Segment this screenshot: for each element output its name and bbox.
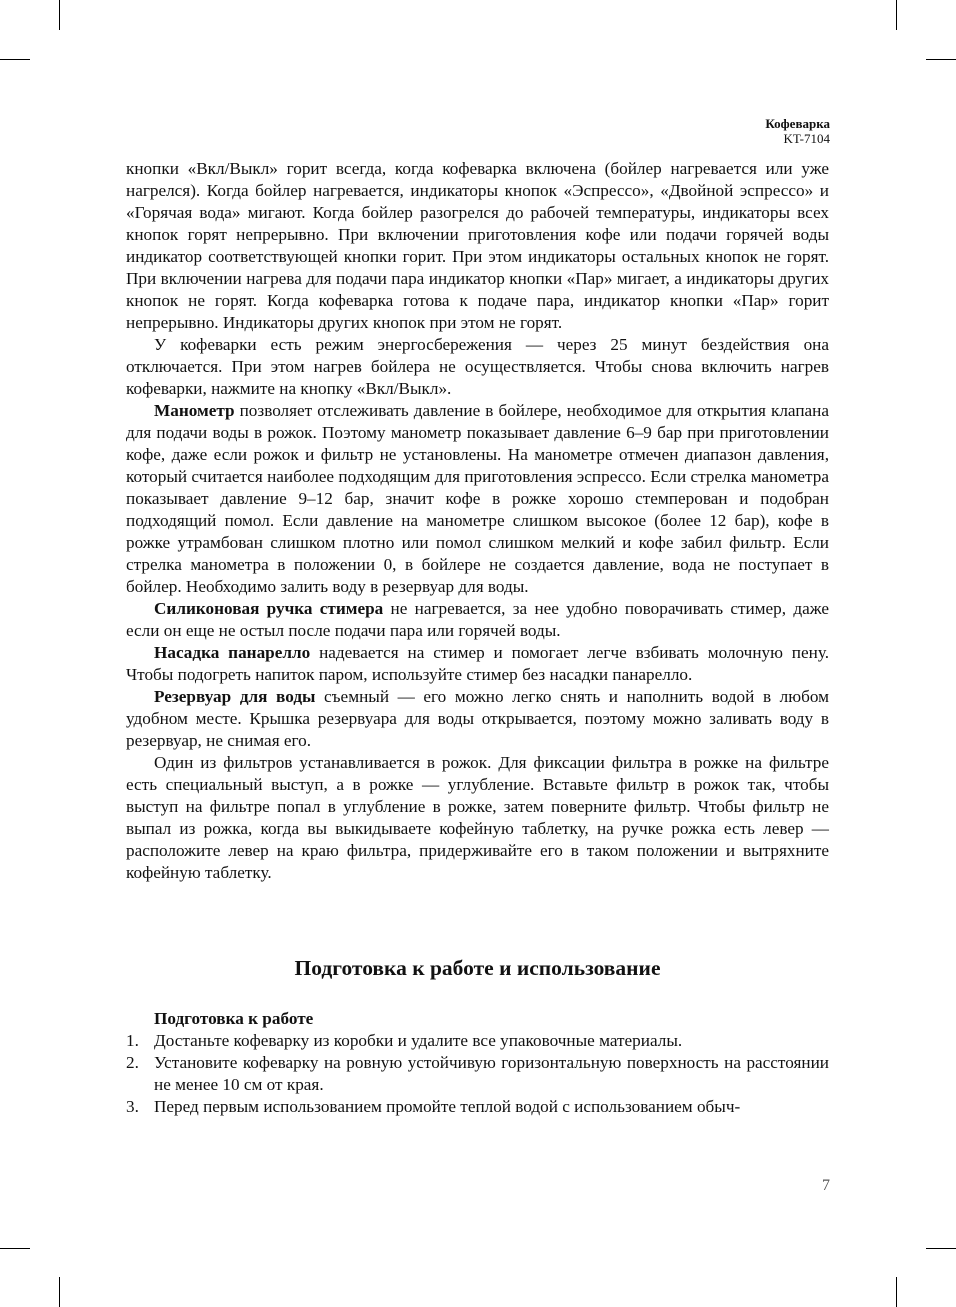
list-item xyxy=(126,1052,829,1096)
page-body xyxy=(126,158,829,1118)
step-number: 2. xyxy=(126,1053,139,1072)
crop-mark xyxy=(0,1248,30,1249)
paragraph-water-tank xyxy=(126,686,829,752)
step-text: Достаньте кофеварку из коробки и удалите все упаковочные материалы. xyxy=(154,1031,683,1050)
running-header xyxy=(765,116,830,146)
crop-mark xyxy=(0,59,30,60)
step-text: Установите кофеварку на ровную устойчивую горизонтальную поверхность на расстоянии не менее 10 см от края. xyxy=(154,1053,829,1094)
paragraph-manometer xyxy=(126,400,829,598)
section-title: Подготовка к работе и использование xyxy=(294,956,661,980)
crop-mark xyxy=(59,1277,60,1307)
crop-mark xyxy=(59,0,60,30)
steps-list xyxy=(126,1030,829,1118)
panarello-text: надевается на стимер и помогает легче взбивать молочную пену. Чтобы подогреть напиток паром, используйте стимер без насадки панарелло. xyxy=(126,643,829,684)
paragraph-filter: Один из фильтров устанавливается в рожок. Для фиксации фильтра в рожке на фильтре есть специальный выступ, а в рожке — углубление. Вставьте фильтр в рожок так, чтобы выступ на фильтре попал в углубление в рожке, затем поверните фильтр. Чтобы фильтр не выпал из рожка, когда вы выкидываете кофейную таблетку, на ручке рожка есть левер — расположите левер на краю фильтра, придерживайте его в таком положении и вытряхните кофейную таблетку. xyxy=(126,753,829,882)
paragraph-panarello xyxy=(126,642,829,686)
list-item xyxy=(126,1030,829,1052)
list-item xyxy=(126,1096,829,1118)
crop-mark xyxy=(896,1277,897,1307)
paragraph-indicators: кнопки «Вкл/Выкл» горит всегда, когда кофеварка включена (бойлер нагревается или уже нагрелся). Когда бойлер нагревается, индикаторы кнопок «Эспрессо», «Двойной эспрессо» и «Горячая вода» мигают. Когда бойлер разогрелся до рабочей температуры, индикаторы всех кнопок горят непрерывно. При включении приготовления кофе или подачи горячей воды индикатор соответствующей кнопки горит. При этом индикаторы остальных кнопок не горят. При включении нагрева для подачи пара индикатор кнопки «Пар» мигает, а индикаторы других кнопок не горят. Когда кофеварка готова к подаче пара, индикатор кнопки «Пар» горит непрерывно. Индикаторы других кнопок при этом не горят. xyxy=(126,159,829,332)
step-number: 1. xyxy=(126,1031,139,1050)
paragraph-energy-saving: У кофеварки есть режим энергосбережения — через 25 минут бездействия она отключается. При этом нагрев бойлера не осуществляется. Чтобы снова включить нагрев кофеварки, нажмите на кнопку «Вкл/Выкл». xyxy=(126,335,829,398)
term-water-tank: Резервуар для воды xyxy=(154,687,316,706)
paragraph-steamer-handle xyxy=(126,598,829,642)
header-model: KT-7104 xyxy=(783,131,830,146)
step-text: Перед первым использованием промойте теплой водой с использованием обыч- xyxy=(154,1097,741,1116)
steamer-handle-text: не нагревается, за нее удобно поворачивать стимер, даже если он еще не остыл после подачи пара или горячей воды. xyxy=(126,599,829,640)
water-tank-text: съемный — его можно легко снять и наполнить водой в любом удобном месте. Крышка резервуара для воды открывается, поэтому можно заливать воду в резервуар, не снимая его. xyxy=(126,687,829,750)
crop-mark xyxy=(926,59,956,60)
page-number: 7 xyxy=(822,1177,830,1194)
crop-mark xyxy=(896,0,897,30)
step-number: 3. xyxy=(126,1097,139,1116)
crop-mark xyxy=(926,1248,956,1249)
subsection-title: Подготовка к работе xyxy=(154,1009,314,1028)
term-panarello: Насадка панарелло xyxy=(154,643,311,662)
manometer-text: позволяет отслеживать давление в бойлере, необходимое для открытия клапана для подачи воды в рожок. Поэтому манометр показывает давление 6–9 бар при приготовлении кофе, даже если рожок и фильтр не установлены. На манометре отмечен диапазон давления, который считается наиболее подходящим для приготовления эспрессо. Если стрелка манометра показывает давление 9–12 бар, значит кофе в рожке хорошо стемперован и подобран подходящий помол. Если давление на манометре слишком высокое (более 12 бар), кофе в рожке утрамбован слишком плотно или помол слишком мелкий и кофе забил фильтр. Если стрелка манометра в положении 0, в бойлере не создается давление, вода не поступает в бойлер. Необходимо залить воду в резервуар для воды. xyxy=(126,401,829,596)
term-steamer-handle: Силиконовая ручка стимера xyxy=(154,599,384,618)
header-title: Кофеварка xyxy=(765,116,830,131)
term-manometer: Манометр xyxy=(154,401,235,420)
